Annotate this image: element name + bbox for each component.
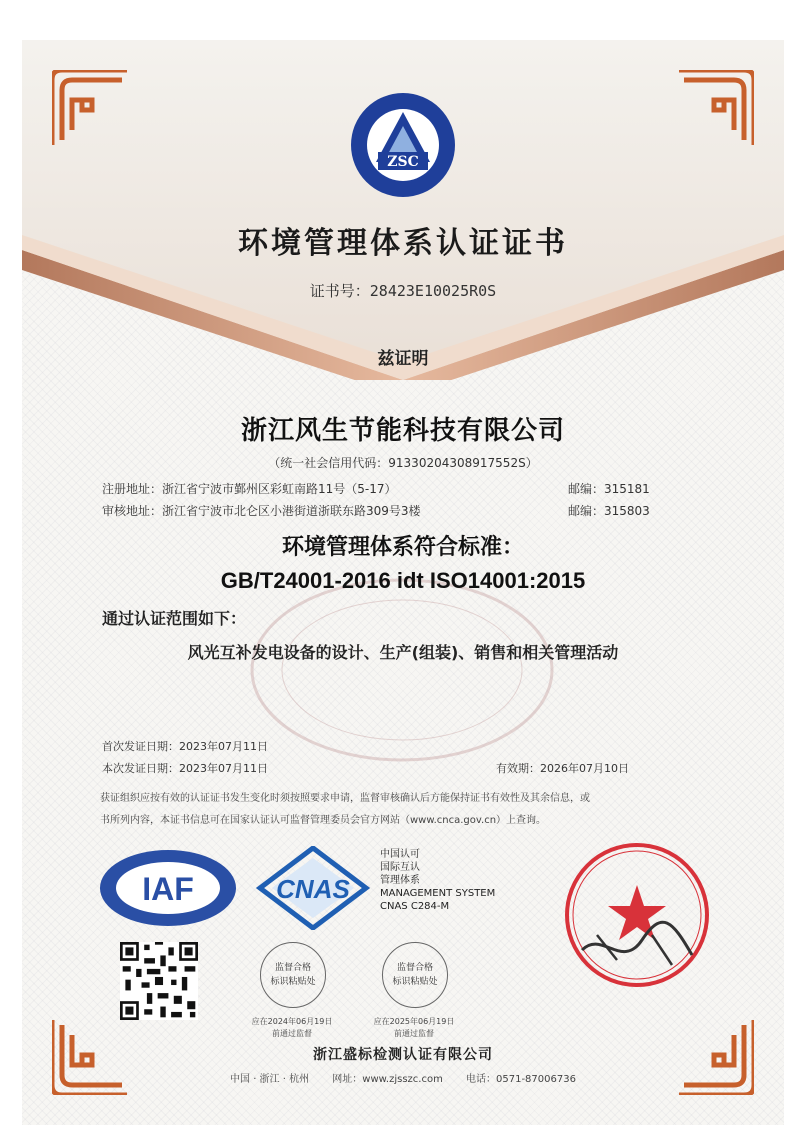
badge-line: 监督合格 [274, 963, 311, 973]
cnas-line: 国际互认 [380, 862, 420, 873]
qr-code[interactable] [120, 942, 198, 1020]
badge-line: 监督合格 [396, 963, 433, 973]
scope-label: 通过认证范围如下： [102, 609, 247, 628]
registered-address-row [102, 480, 650, 497]
cnas-logo [254, 846, 372, 930]
badge-date-line: 应在2025年06月19日 [373, 1017, 455, 1026]
footer-website[interactable]: 网址：www.zjsszc.com [332, 1074, 443, 1085]
corner-ornament-top-right [674, 70, 754, 150]
certificate-number: 证书号：28423E10025R0S [309, 282, 497, 300]
certificate-title: 环境管理体系认证证书 [238, 226, 568, 261]
company-seal [562, 840, 712, 990]
zsc-logo [348, 90, 458, 200]
cnas-line: 管理体系 [380, 875, 420, 886]
expiry-date: 有效期：2026年07月10日 [496, 762, 629, 775]
cnas-line: MANAGEMENT SYSTEM [380, 888, 496, 899]
this-issue-date: 本次发证日期：2023年07月11日 [102, 762, 268, 775]
standard-title: 环境管理体系符合标准： [281, 535, 524, 560]
cnas-line: 中国认可 [380, 849, 420, 860]
audit-address-row [102, 502, 650, 519]
supervision-badge-1-date [237, 1016, 347, 1040]
footer-location: 中国 · 浙江 · 杭州 [230, 1074, 310, 1085]
cnas-line: CNAS C284-M [380, 901, 450, 912]
badge-date-line: 前通过监督 [394, 1029, 434, 1038]
notice-line: 书所列内容，本证书信息可在国家认证认可监督管理委员会官方网站（www.cnca.gov.cn）上查询。 [100, 815, 547, 826]
company-usci: （统一社会信用代码：91330204308917552S） [268, 456, 538, 470]
iaf-logo [98, 848, 238, 928]
badge-line: 标识粘贴处 [270, 977, 316, 987]
notice-text [100, 788, 720, 832]
iaf-text: IAF [142, 871, 194, 907]
certifies-label: 兹证明 [377, 349, 429, 369]
audit-postal: 邮编：315803 [568, 504, 650, 518]
seal-star-icon [608, 885, 666, 940]
audit-address: 审核地址：浙江省宁波市北仑区小港街道浙联东路309号3楼 [102, 504, 421, 518]
company-name: 浙江风生节能科技有限公司 [240, 416, 565, 446]
corner-ornament-top-left [52, 70, 132, 150]
issuer-name: 浙江盛标检测认证有限公司 [313, 1047, 493, 1063]
standard-code: GB/T24001-2016 idt ISO14001:2015 [220, 568, 586, 593]
badge-line: 标识粘贴处 [392, 977, 438, 987]
first-issue-date: 首次发证日期：2023年07月11日 [102, 740, 268, 753]
certificate-sheet [22, 40, 784, 1125]
badge-date-line: 前通过监督 [272, 1029, 312, 1038]
footer-phone: 电话：0571-87006736 [466, 1074, 576, 1085]
supervision-badge-1 [260, 942, 326, 1008]
footer [22, 1070, 784, 1085]
watermark-seal [222, 570, 582, 770]
registered-address: 注册地址：浙江省宁波市鄞州区彩虹南路11号（5-17） [102, 482, 397, 496]
scope-text: 风光互补发电设备的设计、生产(组装)、销售和相关管理活动 [187, 643, 619, 662]
registered-postal: 邮编：315181 [568, 482, 650, 496]
cnas-text: CNAS [276, 874, 350, 904]
badge-date-line: 应在2024年06月19日 [251, 1017, 333, 1026]
cnas-accreditation-text [380, 848, 495, 913]
supervision-badge-2-date [359, 1016, 469, 1040]
logo-text: ZSC [387, 154, 419, 170]
supervision-badge-2 [382, 942, 448, 1008]
notice-line: 获证组织应按有效的认证证书发生变化时须按照要求申请，监督审核确认后方能保持证书有效性及其余信息，或 [100, 793, 590, 804]
